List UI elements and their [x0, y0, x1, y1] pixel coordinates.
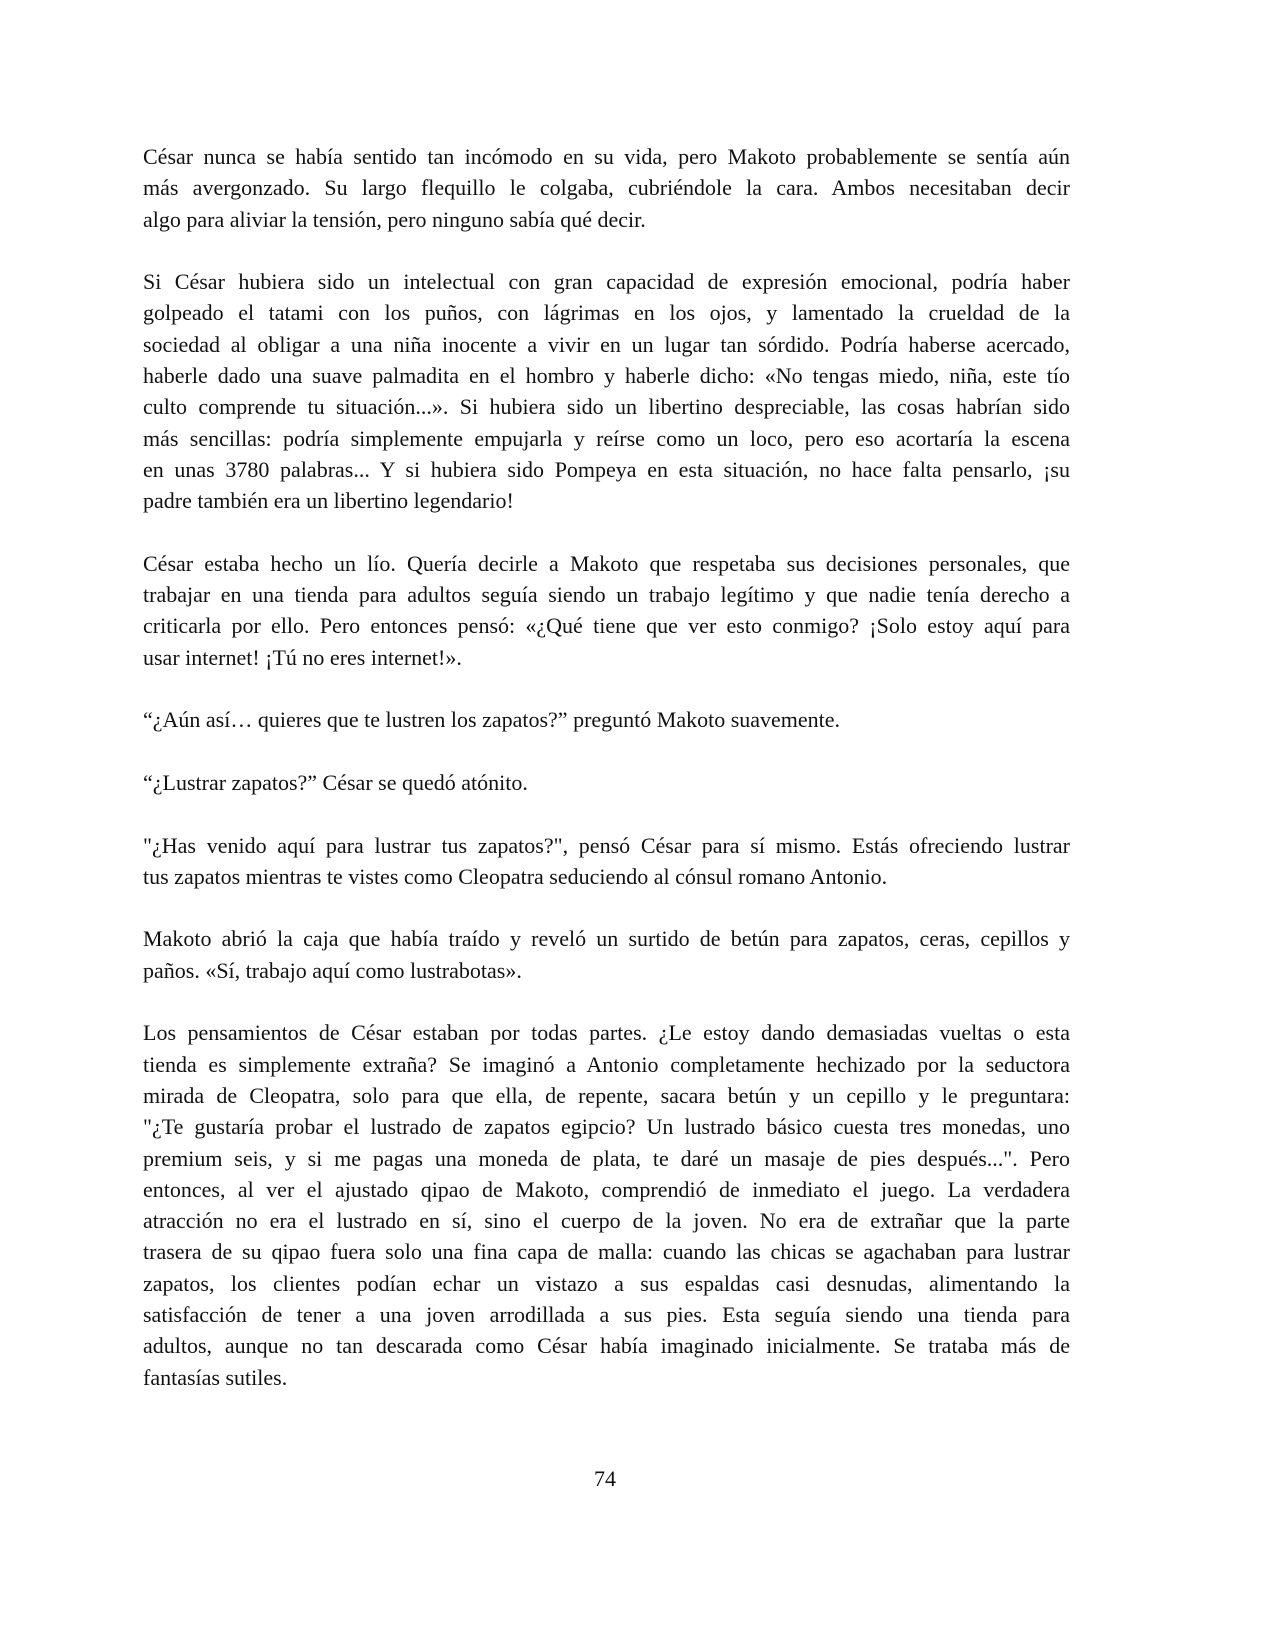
text-line: algo para aliviar la tensión, pero ninguno sabía qué decir. — [143, 206, 646, 232]
text-line: "¿Has venido aquí para lustrar tus zapatos?", pensó César para sí mismo. Estás ofreciendo lustrar — [143, 832, 1070, 858]
text-line: más avergonzado. Su largo flequillo le colgaba, cubriéndole la cara. Ambos necesitaban decir — [143, 175, 1070, 201]
text-line: sociedad al obligar a una niña inocente a vivir en un lugar tan sórdido. Podría haberse acercado, — [143, 331, 1070, 357]
page-number: 74 — [594, 1466, 616, 1491]
text-line: más sencillas: podría simplemente empujarla y reírse como un loco, pero eso acortaría la escena — [143, 425, 1070, 451]
text-line: en unas 3780 palabras... Y si hubiera sido Pompeya en esta situación, no hace falta pensarlo, ¡su — [143, 456, 1070, 482]
text-line: Los pensamientos de César estaban por todas partes. ¿Le estoy dando demasiadas vueltas o esta — [143, 1020, 1070, 1046]
text-line: Si César hubiera sido un intelectual con gran capacidad de expresión emocional, podría haber — [143, 269, 1070, 295]
paragraph — [143, 704, 1070, 735]
text-line: criticarla por ello. Pero entonces pensó: «¿Qué tiene que ver esto conmigo? ¡Solo estoy aquí para — [143, 613, 1070, 639]
text-line: Makoto abrió la caja que había traído y reveló un surtido de betún para zapatos, ceras, cepillos y — [143, 926, 1070, 952]
text-line: culto comprende tu situación...». Si hubiera sido un libertino despreciable, las cosas habrían sido — [143, 394, 1070, 420]
text-line: César estaba hecho un lío. Quería decirle a Makoto que respetaba sus decisiones personales, que — [143, 550, 1070, 576]
text-line: paños. «Sí, trabajo aquí como lustrabotas». — [143, 957, 522, 983]
text-line: mirada de Cleopatra, solo para que ella, de repente, sacara betún y un cepillo y le preguntara: — [143, 1082, 1070, 1108]
text-line: tus zapatos mientras te vistes como Cleopatra seduciendo al cónsul romano Antonio. — [143, 863, 888, 889]
text-line: tienda es simplemente extraña? Se imaginó a Antonio completamente hechizado por la seductora — [143, 1051, 1070, 1077]
text-line: golpeado el tatami con los puños, con lágrimas en los ojos, y lamentado la crueldad de la — [143, 300, 1070, 326]
paragraph — [143, 923, 1070, 986]
text-line: César nunca se había sentido tan incómodo en su vida, pero Makoto probablemente se sentía aún — [143, 144, 1070, 169]
text-line: trasera de su qipao fuera solo una fina capa de malla: cuando las chicas se agachaban para lustrar — [143, 1239, 1070, 1265]
paragraph — [143, 548, 1070, 673]
text-line: fantasías sutiles. — [143, 1364, 288, 1390]
text-line: “¿Aún así… quieres que te lustren los zapatos?” preguntó Makoto suavemente. — [143, 707, 841, 733]
text-line: zapatos, los clientes podían echar un vistazo a sus espaldas casi desnudas, alimentando la — [143, 1270, 1070, 1296]
text-line: atracción no era el lustrado en sí, sino el cuerpo de la joven. No era de extrañar que la parte — [143, 1208, 1070, 1234]
paragraph — [143, 141, 1070, 235]
text-line: entonces, al ver el ajustado qipao de Makoto, comprendió de inmediato el juego. La verdadera — [143, 1176, 1070, 1202]
text-line: adultos, aunque no tan descarada como César había imaginado inicialmente. Se trataba más de — [143, 1333, 1070, 1359]
paragraph — [143, 1017, 1070, 1393]
paragraph — [143, 830, 1070, 893]
text-line: padre también era un libertino legendario! — [143, 488, 514, 514]
paragraph — [143, 266, 1070, 516]
page-body — [143, 141, 1070, 1424]
text-line: "¿Te gustaría probar el lustrado de zapatos egipcio? Un lustrado básico cuesta tres monedas, uno — [143, 1114, 1070, 1140]
text-line: satisfacción de tener a una joven arrodillada a sus pies. Esta seguía siendo una tienda para — [143, 1301, 1070, 1327]
text-line: haberle dado una suave palmadita en el hombro y haberle dicho: «No tengas miedo, niña, este tío — [143, 363, 1070, 389]
text-line: trabajar en una tienda para adultos seguía siendo un trabajo legítimo y que nadie tenía derecho a — [143, 582, 1070, 608]
text-line: “¿Lustrar zapatos?” César se quedó atónito. — [143, 769, 528, 795]
paragraph — [143, 767, 1070, 798]
text-line: premium seis, y si me pagas una moneda de plata, te daré un masaje de pies después...". Pero — [143, 1145, 1070, 1171]
text-line: usar internet! ¡Tú no eres internet!». — [143, 644, 462, 670]
